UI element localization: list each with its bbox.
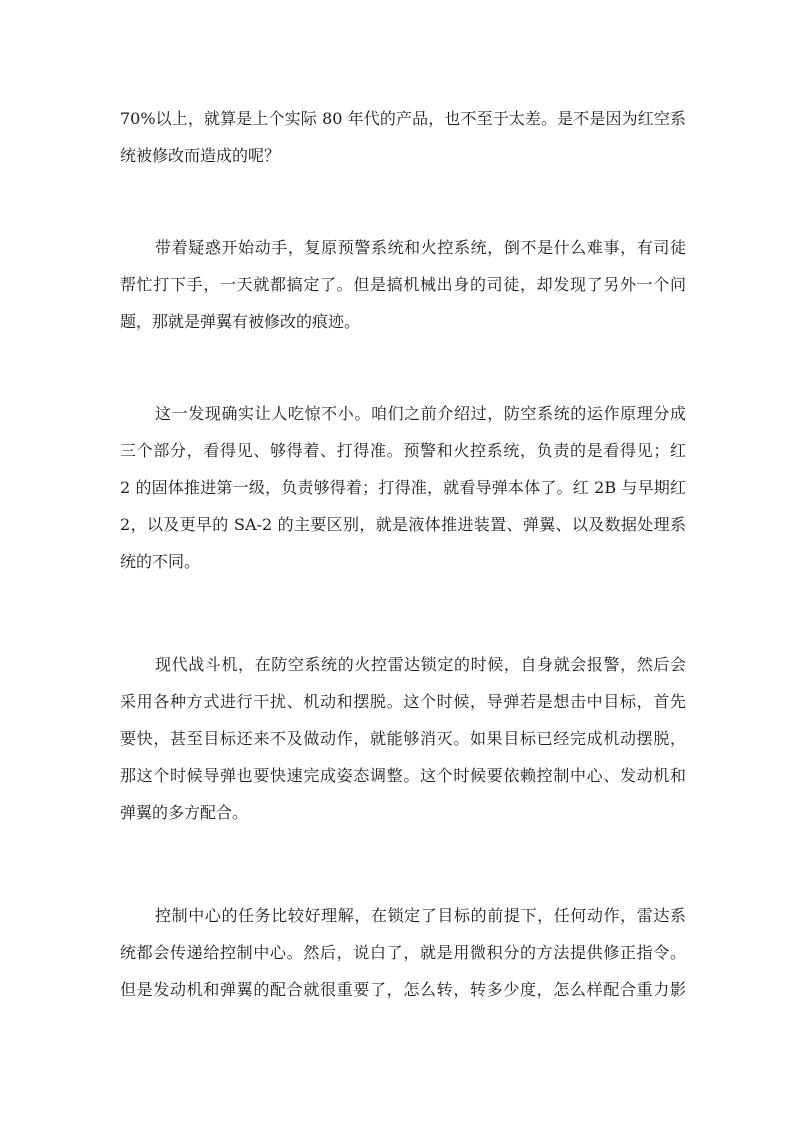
text-line: 统都会传递给控制中心。然后，说白了，就是用微积分的方法提供修正指令。 (120, 943, 686, 962)
text-line: 弹翼的多方配合。 (120, 803, 249, 822)
text-line: 统的不同。 (120, 552, 201, 571)
text-line: 现代战斗机，在防空系统的火控雷达锁定的时候，自身就会报警，然后会 (155, 655, 686, 674)
text-line: 那这个时候导弹也要快速完成姿态调整。这个时候要依赖控制中心、发动机和 (120, 766, 686, 785)
text-line: 统被修改而造成的呢？ (120, 146, 281, 165)
text-line: 三个部分，看得见、够得着、打得准。预警和火控系统，负责的是看得见；红 (120, 441, 686, 460)
paragraph-2 (120, 229, 686, 340)
text-line: 但是发动机和弹翼的配合就很重要了，怎么转，转多少度，怎么样配合重力影 (120, 980, 686, 999)
text-line: 要快，甚至目标还来不及做动作，就能够消灭。如果目标已经完成机动摆脱， (120, 729, 686, 748)
text-line: 2 的固体推进第一级，负责够得着；打得准，就看导弹本体了。红 2B 与早期红 (120, 478, 686, 497)
text-line: 带着疑惑开始动手，复原预警系统和火控系统，倒不是什么难事，有司徒 (155, 238, 686, 257)
text-line: 70%以上，就算是上个实际 80 年代的产品，也不至于太差。是不是因为红空系 (120, 109, 686, 128)
text-line: 2，以及更早的 SA-2 的主要区别，就是液体推进装置、弹翼、以及数据处理系 (120, 515, 686, 534)
text-line: 帮忙打下手，一天就都搞定了。但是搞机械出身的司徒，却发现了另外一个问 (120, 275, 686, 294)
paragraph-1 (120, 100, 686, 174)
text-line: 采用各种方式进行干扰、机动和摆脱。这个时候，导弹若是想击中目标，首先 (120, 692, 686, 711)
paragraph-4 (120, 646, 686, 831)
text-line: 题，那就是弹翼有被修改的痕迹。 (120, 312, 361, 331)
text-line: 控制中心的任务比较好理解，在锁定了目标的前提下，任何动作，雷达系 (155, 906, 686, 925)
paragraph-5 (120, 897, 686, 1008)
text-line: 这一发现确实让人吃惊不小。咱们之前介绍过，防空系统的运作原理分成 (155, 404, 686, 423)
paragraph-3 (120, 395, 686, 580)
